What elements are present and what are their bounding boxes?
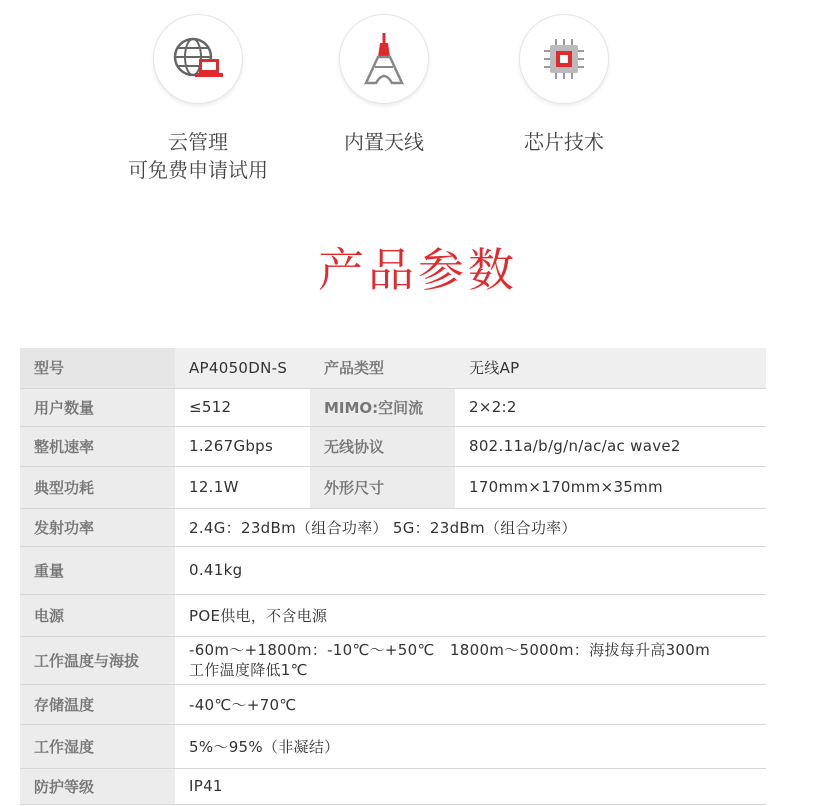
feature-label-line-1: 云管理	[168, 130, 228, 154]
feature-circle	[519, 14, 609, 104]
spec-value: 802.11a/b/g/n/ac/ac wave2	[455, 426, 766, 466]
table-row	[20, 768, 766, 804]
spec-value: 2.4G：23dBm（组合功率） 5G：23dBm（组合功率）	[175, 508, 766, 546]
spec-label: 防护等级	[20, 768, 175, 804]
feature-circle	[339, 14, 429, 104]
feature-cloud-management	[98, 14, 298, 184]
table-row	[20, 348, 766, 388]
spec-label: 整机速率	[20, 426, 175, 466]
spec-label: 重量	[20, 546, 175, 594]
spec-label: 外形尺寸	[310, 466, 455, 508]
feature-circle	[153, 14, 243, 104]
spec-label: 产品类型	[310, 348, 455, 388]
spec-label: 发射功率	[20, 508, 175, 546]
feature-label-line-1: 芯片技术	[524, 130, 604, 154]
feature-label-line-2: 可免费申请试用	[128, 158, 268, 182]
table-row	[20, 388, 766, 426]
feature-strip	[0, 0, 836, 190]
spec-value: POE供电，不含电源	[175, 594, 766, 636]
table-row	[20, 594, 766, 636]
feature-chip-technology	[464, 14, 664, 156]
globe-laptop-icon	[171, 35, 225, 83]
spec-table	[20, 348, 766, 805]
chip-icon	[540, 35, 588, 83]
table-row	[20, 684, 766, 724]
table-row	[20, 466, 766, 508]
spec-label: 电源	[20, 594, 175, 636]
spec-label: 典型功耗	[20, 466, 175, 508]
feature-built-in-antenna	[284, 14, 484, 156]
table-row	[20, 636, 766, 684]
antenna-tower-icon	[362, 31, 406, 87]
spec-label: 用户数量	[20, 388, 175, 426]
spec-label: 工作温度与海拔	[20, 636, 175, 684]
spec-value: 5%～95%（非凝结）	[175, 724, 766, 768]
spec-value: 170mm×170mm×35mm	[455, 466, 766, 508]
table-row	[20, 426, 766, 466]
spec-value: 无线AP	[455, 348, 766, 388]
spec-label: 型号	[20, 348, 175, 388]
table-row	[20, 546, 766, 594]
spec-value: IP41	[175, 768, 766, 804]
feature-label-line-1: 内置天线	[344, 130, 424, 154]
spec-value: AP4050DN-S	[175, 348, 310, 388]
table-row	[20, 724, 766, 768]
spec-value	[175, 636, 766, 684]
spec-label: 存储温度	[20, 684, 175, 724]
spec-value-line-1: -60m～+1800m：-10℃～+50℃ 1800m～5000m：海拔每升高300m	[189, 641, 711, 659]
spec-value: 2×2:2	[455, 388, 766, 426]
spec-value: 12.1W	[175, 466, 310, 508]
spec-label: 无线协议	[310, 426, 455, 466]
spec-label: MIMO:空间流	[310, 388, 455, 426]
spec-value: 1.267Gbps	[175, 426, 310, 466]
spec-value: -40℃～+70℃	[175, 684, 766, 724]
spec-label: 工作湿度	[20, 724, 175, 768]
table-row	[20, 508, 766, 546]
section-title: 产品参数	[318, 243, 518, 297]
spec-value: ≤512	[175, 388, 310, 426]
spec-value-line-2: 工作温度降低1℃	[189, 661, 308, 679]
spec-value: 0.41kg	[175, 546, 766, 594]
